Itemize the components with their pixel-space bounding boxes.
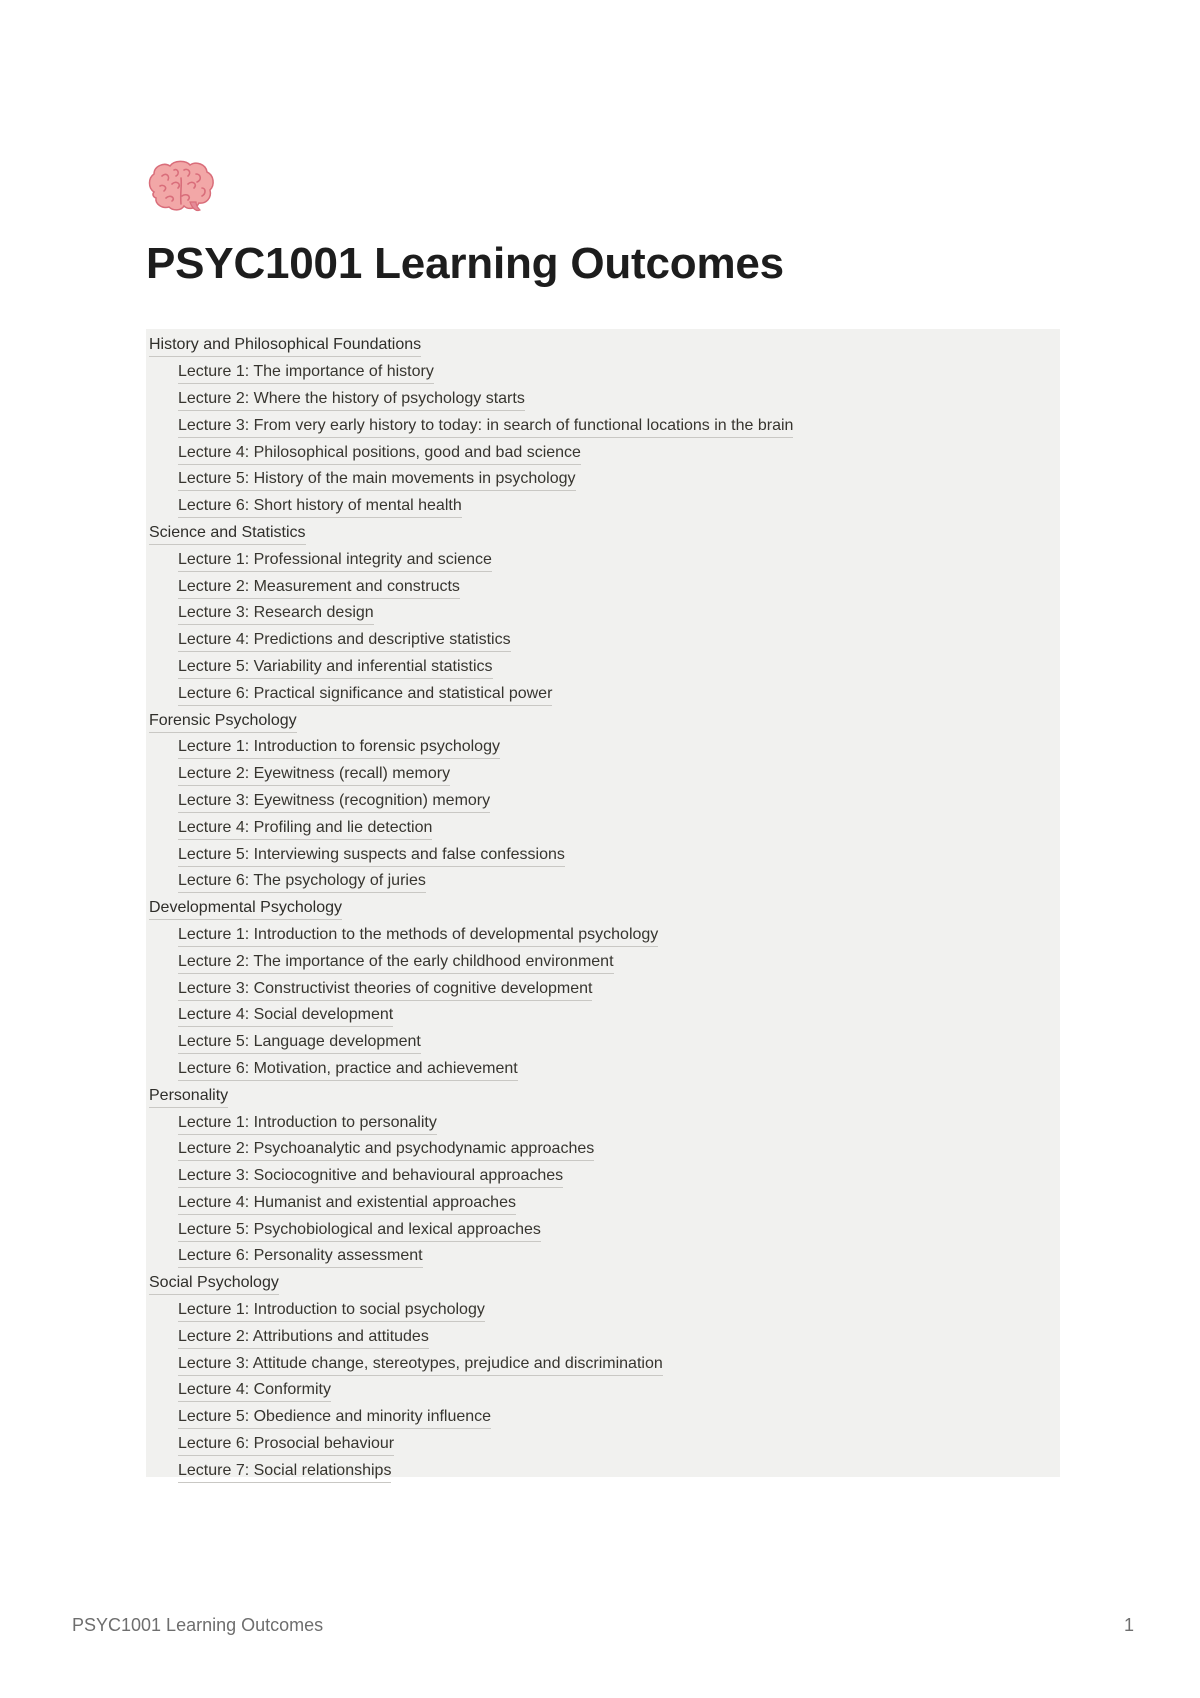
toc-item-link[interactable]: Lecture 6: Motivation, practice and achievement	[178, 1059, 518, 1081]
toc-item-row	[146, 1030, 1060, 1057]
toc-item-row	[146, 628, 1060, 655]
toc-item-link[interactable]: Lecture 2: Psychoanalytic and psychodynamic approaches	[178, 1139, 594, 1161]
toc-item-link[interactable]: Lecture 5: Variability and inferential statistics	[178, 657, 493, 679]
toc-item-link[interactable]: Lecture 1: Introduction to personality	[178, 1113, 437, 1135]
toc-item-link[interactable]: Lecture 5: History of the main movements in psychology	[178, 469, 576, 491]
toc-item-row	[146, 1298, 1060, 1325]
toc-item-row	[146, 869, 1060, 896]
toc-item-link[interactable]: Lecture 6: Prosocial behaviour	[178, 1434, 394, 1456]
toc-section-row	[146, 1271, 1060, 1298]
toc-item-link[interactable]: Lecture 4: Conformity	[178, 1380, 331, 1402]
footer-page-number: 1	[1123, 1615, 1134, 1635]
toc-section-link[interactable]: Personality	[149, 1086, 228, 1108]
toc-item-link[interactable]: Lecture 6: Personality assessment	[178, 1246, 423, 1268]
toc-section-row	[146, 333, 1060, 360]
toc-item-link[interactable]: Lecture 1: Introduction to the methods of developmental psychology	[178, 925, 658, 947]
toc-item-link[interactable]: Lecture 3: From very early history to today: in search of functional locations in the brain	[178, 416, 793, 438]
toc-item-link[interactable]: Lecture 4: Social development	[178, 1005, 393, 1027]
toc-item-row	[146, 387, 1060, 414]
toc-item-row	[146, 601, 1060, 628]
toc-item-link[interactable]: Lecture 4: Predictions and descriptive statistics	[178, 630, 511, 652]
toc-item-link[interactable]: Lecture 2: Attributions and attitudes	[178, 1327, 429, 1349]
toc-item-row	[146, 1405, 1060, 1432]
footer-title: PSYC1001 Learning Outcomes	[72, 1615, 324, 1635]
toc-item-row	[146, 815, 1060, 842]
toc-item-link[interactable]: Lecture 3: Research design	[178, 603, 374, 625]
toc-item-row	[146, 976, 1060, 1003]
toc-item-row	[146, 1458, 1060, 1485]
toc-item-link[interactable]: Lecture 4: Profiling and lie detection	[178, 818, 432, 840]
toc-section-row	[146, 708, 1060, 735]
toc-section-link[interactable]: Developmental Psychology	[149, 898, 342, 920]
toc-item-row	[146, 494, 1060, 521]
table-of-contents	[146, 329, 1060, 1477]
toc-item-link[interactable]: Lecture 2: Measurement and constructs	[178, 577, 460, 599]
toc-item-row	[146, 789, 1060, 816]
toc-item-row	[146, 1110, 1060, 1137]
toc-item-link[interactable]: Lecture 4: Philosophical positions, good and bad science	[178, 443, 581, 465]
toc-item-row	[146, 1432, 1060, 1459]
toc-section-link[interactable]: Forensic Psychology	[149, 711, 297, 733]
toc-item-row	[146, 574, 1060, 601]
toc-item-link[interactable]: Lecture 6: Short history of mental health	[178, 496, 462, 518]
toc-item-row	[146, 1137, 1060, 1164]
toc-item-row	[146, 655, 1060, 682]
toc-item-row	[146, 923, 1060, 950]
toc-item-link[interactable]: Lecture 4: Humanist and existential approaches	[178, 1193, 516, 1215]
toc-item-link[interactable]: Lecture 3: Eyewitness (recognition) memory	[178, 791, 490, 813]
toc-item-row	[146, 440, 1060, 467]
toc-item-link[interactable]: Lecture 3: Attitude change, stereotypes, prejudice and discrimination	[178, 1354, 663, 1376]
toc-item-link[interactable]: Lecture 1: Introduction to social psychology	[178, 1300, 485, 1322]
toc-section-row	[146, 1083, 1060, 1110]
toc-item-link[interactable]: Lecture 5: Psychobiological and lexical approaches	[178, 1220, 541, 1242]
page-title: PSYC1001 Learning Outcomes	[146, 239, 784, 288]
toc-item-row	[146, 1003, 1060, 1030]
toc-item-row	[146, 467, 1060, 494]
toc-item-row	[146, 413, 1060, 440]
toc-item-link[interactable]: Lecture 2: The importance of the early childhood environment	[178, 952, 614, 974]
toc-item-link[interactable]: Lecture 6: The psychology of juries	[178, 871, 426, 893]
toc-item-link[interactable]: Lecture 7: Social relationships	[178, 1461, 391, 1483]
toc-item-link[interactable]: Lecture 1: Introduction to forensic psychology	[178, 737, 500, 759]
toc-item-row	[146, 547, 1060, 574]
toc-item-row	[146, 762, 1060, 789]
toc-item-link[interactable]: Lecture 3: Constructivist theories of cognitive development	[178, 979, 592, 1001]
toc-item-row	[146, 949, 1060, 976]
toc-item-row	[146, 1351, 1060, 1378]
toc-item-link[interactable]: Lecture 2: Where the history of psychology starts	[178, 389, 525, 411]
toc-item-row	[146, 1057, 1060, 1084]
toc-section-row	[146, 896, 1060, 923]
toc-item-row	[146, 1191, 1060, 1218]
toc-item-link[interactable]: Lecture 5: Obedience and minority influence	[178, 1407, 491, 1429]
toc-item-row	[146, 1244, 1060, 1271]
toc-item-link[interactable]: Lecture 5: Interviewing suspects and false confessions	[178, 845, 565, 867]
toc-item-row	[146, 842, 1060, 869]
toc-section-row	[146, 521, 1060, 548]
toc-item-link[interactable]: Lecture 1: Professional integrity and science	[178, 550, 492, 572]
toc-item-row	[146, 1217, 1060, 1244]
toc-item-row	[146, 1324, 1060, 1351]
toc-item-row	[146, 1164, 1060, 1191]
toc-item-row	[146, 1378, 1060, 1405]
toc-item-link[interactable]: Lecture 6: Practical significance and statistical power	[178, 684, 552, 706]
toc-item-row	[146, 735, 1060, 762]
brain-icon	[146, 158, 216, 214]
toc-item-link[interactable]: Lecture 2: Eyewitness (recall) memory	[178, 764, 450, 786]
toc-item-row	[146, 681, 1060, 708]
toc-item-row	[146, 360, 1060, 387]
toc-section-link[interactable]: Science and Statistics	[149, 523, 306, 545]
toc-section-link[interactable]: Social Psychology	[149, 1273, 279, 1295]
toc-item-link[interactable]: Lecture 3: Sociocognitive and behavioural approaches	[178, 1166, 563, 1188]
toc-section-link[interactable]: History and Philosophical Foundations	[149, 335, 421, 357]
toc-item-link[interactable]: Lecture 5: Language development	[178, 1032, 421, 1054]
toc-item-link[interactable]: Lecture 1: The importance of history	[178, 362, 434, 384]
